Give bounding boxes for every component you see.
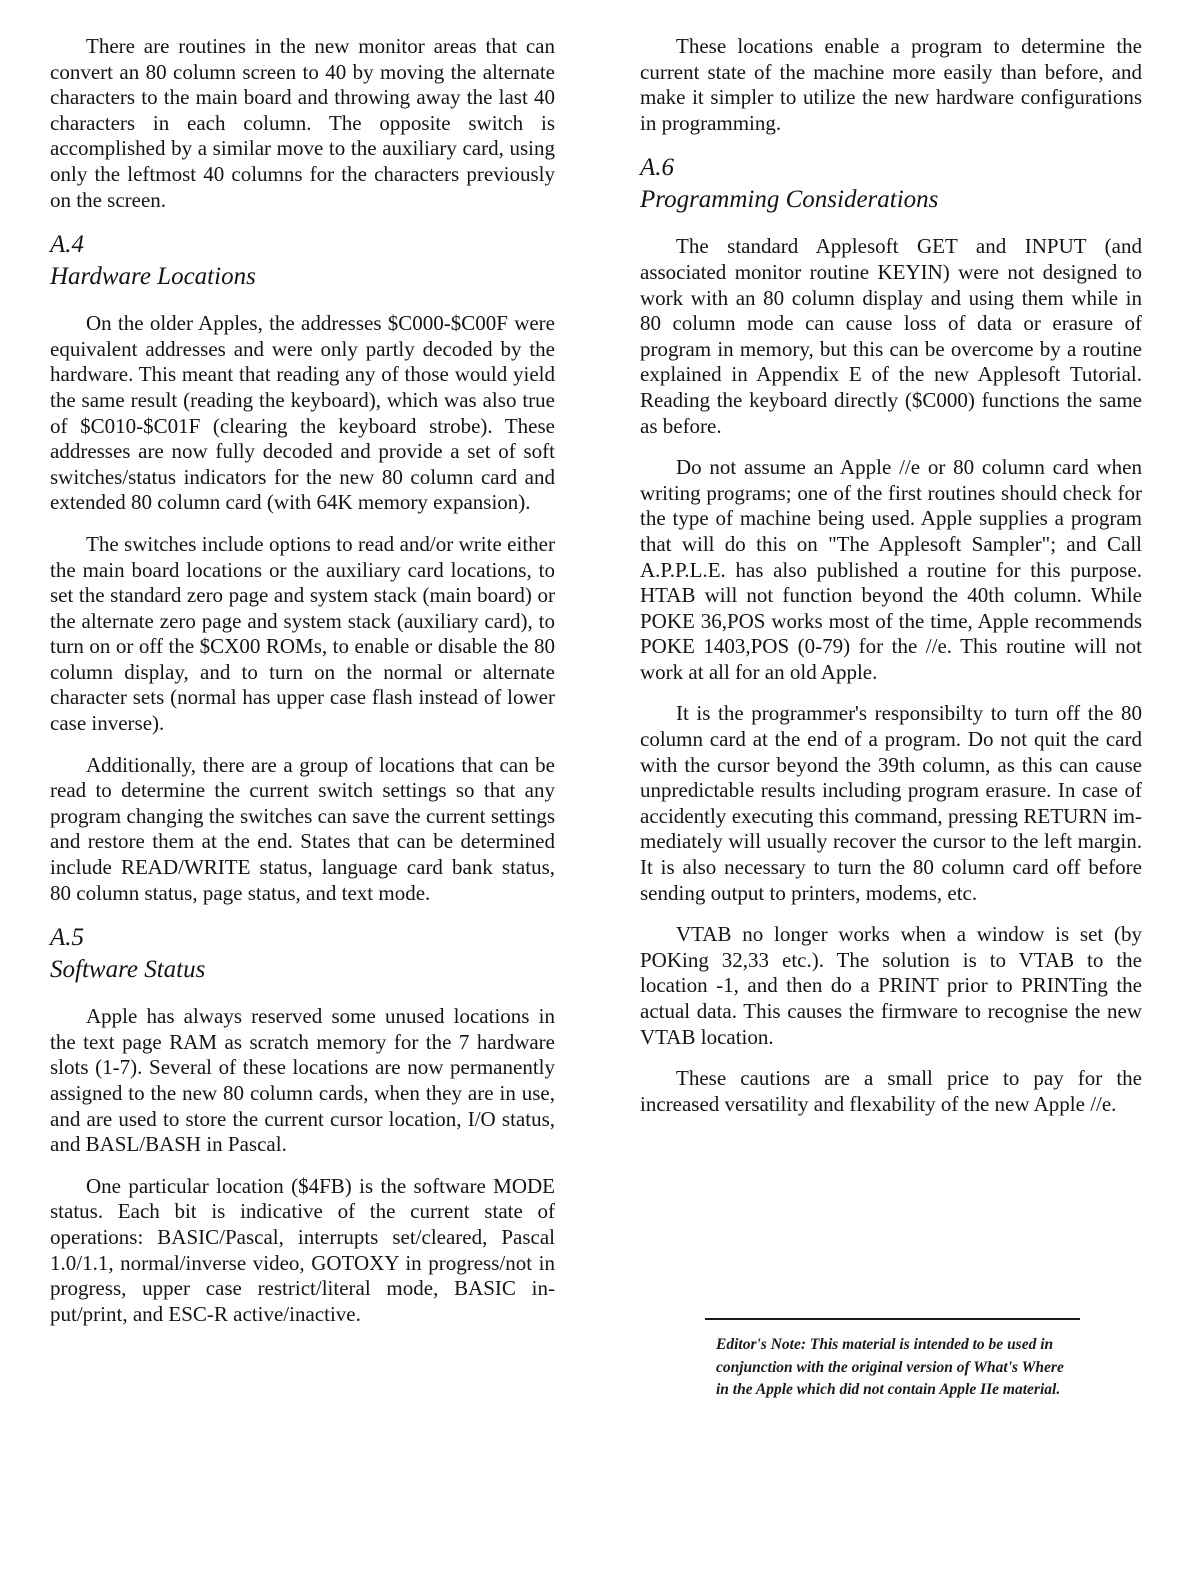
editor-note: Editor's Note: This material is intended to be used in conjunction with the original version of What's Where in the Apple which did not contain Apple IIe material.	[716, 1336, 1064, 1398]
section-title: Software Status	[50, 956, 206, 984]
right-column	[640, 34, 1142, 1133]
section-number: A.4	[50, 231, 85, 259]
section-number: A.6	[640, 154, 675, 182]
intro-paragraph: There are routines in the new monitor areas that can convert an 80 column screen to 40 by moving the alternate characters to the main board and throwing away the last 40 characters in each column. The opposite switch is accomplished by a similar move to the auxiliary card, using only the leftmost 40 columns for the characters previously on the screen.	[50, 34, 555, 212]
section-number: A.5	[50, 924, 85, 952]
paragraph: One particular location ($4FB) is the software MODE status. Each bit is indicative of the current state of operations: BASIC/Pascal, interrupts set/cleared, Pascal 1.0/1.1, normal/inverse video, GOTOXY in progress/not in progress, upper case restrict/literal mode, BASIC input/print, and ESC-R active/inactive.	[50, 1173, 555, 1326]
editor-note-divider	[705, 1318, 1080, 1320]
left-column	[50, 34, 555, 1343]
paragraph: These locations enable a program to determine the current state of the machine more easily than before, and make it simpler to utilize the new hardware configurations in programming.	[640, 34, 1142, 135]
section-title: Programming Considerations	[640, 186, 939, 214]
paragraph: Apple has always reserved some unused locations in the text page RAM as scratch memory for the 7 hardware slots (1-7). Several of these locations are now permanently assigned to the new 80 column cards, when they are in use, and are used to store the current cursor location, I/O status, and BASL/BASH in Pascal.	[50, 1004, 555, 1157]
section-title: Hardware Locations	[50, 263, 256, 291]
section-a6-heading	[640, 152, 1142, 216]
paragraph: The standard Applesoft GET and INPUT (and associated monitor routine KEYIN) were not designed to work with an 80 column display and using them while in 80 column mode can cause loss of data or erasure of program in memory, but this can be overcome by a routine explained in Appendix E of the new Applesoft Tutorial. Reading the keyboard directly ($C000) functions the same as before.	[640, 234, 1142, 438]
paragraph: These cautions are a small price to pay for the increased versatility and flexability of the new Apple //e.	[640, 1066, 1142, 1116]
paragraph: Additionally, there are a group of locations that can be read to determine the current switch settings so that any program changing the switches can save the current settings and restore them at the end. States that can be determined include READ/WRITE status, language card bank status, 80 column status, page status, and text mode.	[50, 752, 555, 905]
paragraph: On the older Apples, the addresses $C000-$C00F were equivalent addresses and were only partly decoded by the hardware. This meant that reading any of those would yield the same result (reading the keyboard), which was also true of $C010-$C01F (clearing the keyboard strobe). These addresses are now fully decoded and provide a set of soft switches/status indicators for the new 80 column card and extended 80 column card (with 64K memory expansion).	[50, 311, 555, 515]
paragraph: The switches include options to read and/or write either the main board locations or the auxiliary card locations, to set the standard zero page and system stack (main board) or the alternate zero page and system stack (auxiliary card), to turn on or off the $CX00 ROMs, to enable or disable the 80 column display, and to turn on the normal or alternate character sets (normal has upper case flash instead of lower case inverse).	[50, 531, 555, 736]
paragraph: Do not assume an Apple //e or 80 column card when writing programs; one of the first routines should check for the type of machine being used. Apple supplies a program that will do this on "The Applesoft Sampler"; and Call A.P.P.L.E. has also published a routine for this purpose. HTAB will not function beyond the 40th column. While POKE 36,POS works most of the time, Apple recommends POKE 1403,POS (0-79) for the //e. This routine will not work at all for an old Apple.	[640, 455, 1142, 684]
paragraph: VTAB no longer works when a window is set (by POKing 32,33 etc.). The solution is to VTAB to the location -1, and then do a PRINT prior to PRINTing the actual data. This causes the firmware to recognise the new VTAB location.	[640, 922, 1142, 1049]
section-a4-heading	[50, 229, 555, 293]
paragraph: It is the programmer's responsibilty to turn off the 80 column card at the end of a program. Do not quit the card with the cursor beyond the 39th column, as this can cause unpredictable results including program erasure. In case of accidently executing this command, pressing RETURN immediately will usually recover the cursor to the left margin. It is also necessary to turn the 80 column card off before sending output to printers, modems, etc.	[640, 701, 1142, 905]
section-a5-heading	[50, 922, 555, 986]
